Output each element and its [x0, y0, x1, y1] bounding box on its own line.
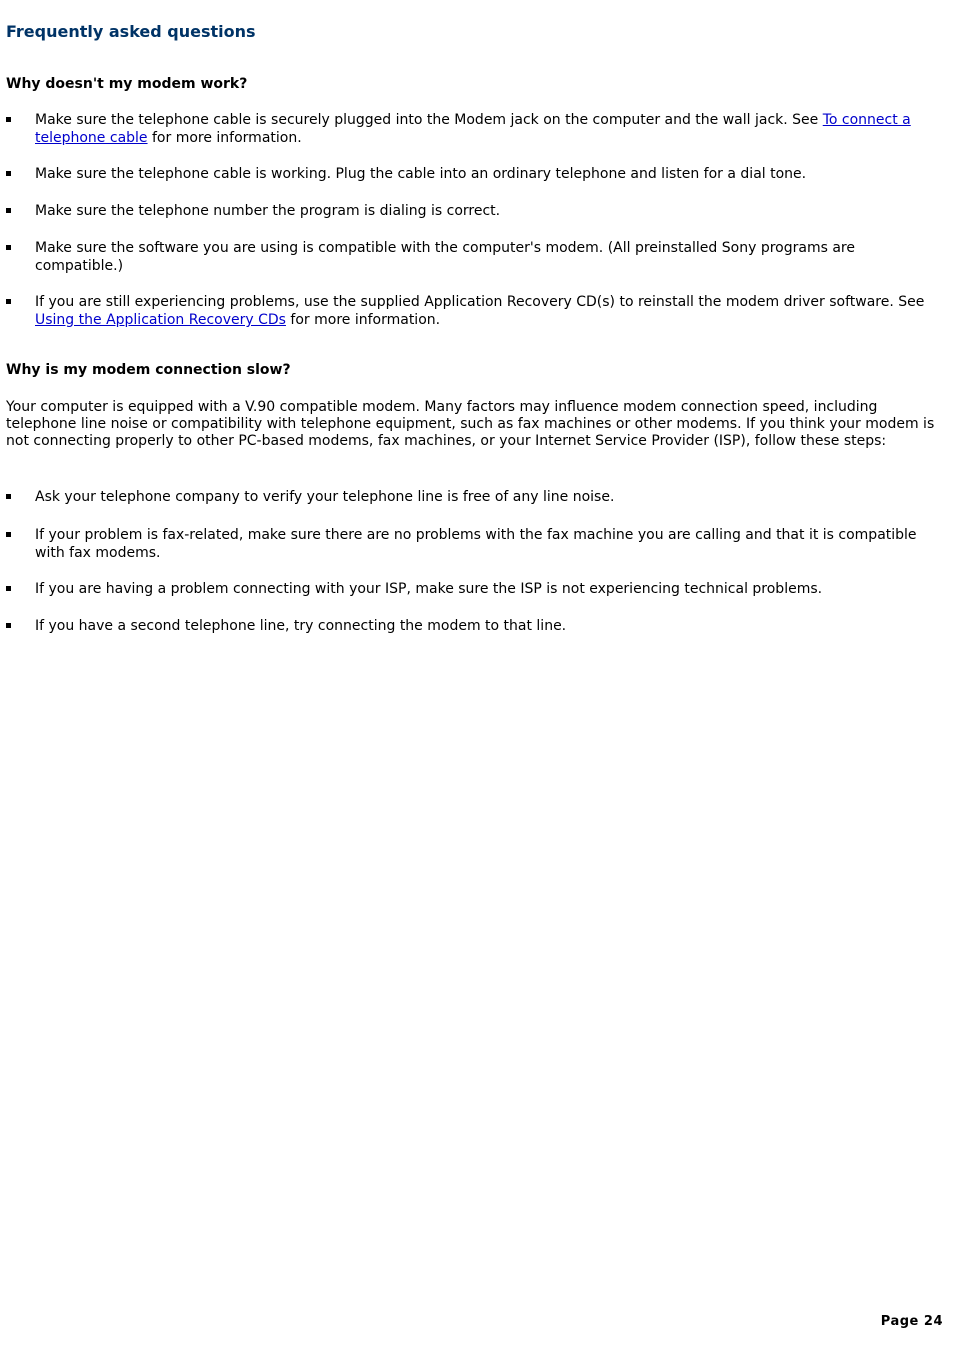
bullet-square-icon — [6, 171, 11, 176]
bullet-square-icon — [6, 299, 11, 304]
list-item — [6, 165, 940, 183]
list-item — [6, 111, 940, 147]
list-item-text: If you are still experiencing problems, use the supplied Application Recovery CD(s) to reinstall the modem driver software. See Using the Application Recovery CDs for more information. — [35, 294, 925, 328]
list-item — [6, 488, 940, 506]
list-item — [6, 617, 940, 635]
list-item-text: Make sure the telephone number the program is dialing is correct. — [35, 203, 501, 219]
list-item-text: Make sure the software you are using is compatible with the computer's modem. (All preinstalled Sony programs are compatible.) — [35, 240, 855, 274]
list-item-text: If your problem is fax-related, make sure there are no problems with the fax machine you are calling and that it is compatible with fax modems. — [35, 527, 917, 561]
link-application-recovery-cds[interactable]: Using the Application Recovery CDs — [35, 312, 286, 328]
link-connect-telephone-cable[interactable]: To connect a telephone cable — [35, 112, 911, 146]
bullet-square-icon — [6, 586, 11, 591]
list-item-text: Ask your telephone company to verify your telephone line is free of any line noise. — [35, 489, 615, 505]
bullet-square-icon — [6, 494, 11, 499]
bullet-square-icon — [6, 623, 11, 628]
page-number: Page 24 — [880, 1314, 943, 1329]
bullet-square-icon — [6, 532, 11, 537]
list-item-text: If you have a second telephone line, try connecting the modem to that line. — [35, 618, 567, 634]
list-item — [6, 580, 940, 598]
bullet-square-icon — [6, 245, 11, 250]
list-item — [6, 526, 940, 562]
section-heading-modem-slow: Why is my modem connection slow? — [6, 362, 291, 378]
list-item-text: Make sure the telephone cable is securely plugged into the Modem jack on the computer and the wall jack. See To connect a telephone cable for more information. — [35, 112, 911, 146]
list-item — [6, 202, 940, 220]
list-item — [6, 239, 940, 275]
section-heading-modem-not-working: Why doesn't my modem work? — [6, 76, 248, 92]
page-title: Frequently asked questions — [6, 22, 256, 41]
bullet-square-icon — [6, 208, 11, 213]
list-item-text: Make sure the telephone cable is working. Plug the cable into an ordinary telephone and listen for a dial tone. — [35, 166, 807, 182]
list-item-text: If you are having a problem connecting with your ISP, make sure the ISP is not experiencing technical problems. — [35, 581, 823, 597]
bullet-square-icon — [6, 117, 11, 122]
list-item — [6, 293, 940, 329]
intro-paragraph: Your computer is equipped with a V.90 compatible modem. Many factors may influence modem connection speed, including telephone line noise or compatibility with telephone equipment, such as fax machines or other modems. If you think your modem is not connecting properly to other PC-based modems, fax machines, or your Internet Service Provider (ISP), follow these steps: — [6, 399, 935, 449]
